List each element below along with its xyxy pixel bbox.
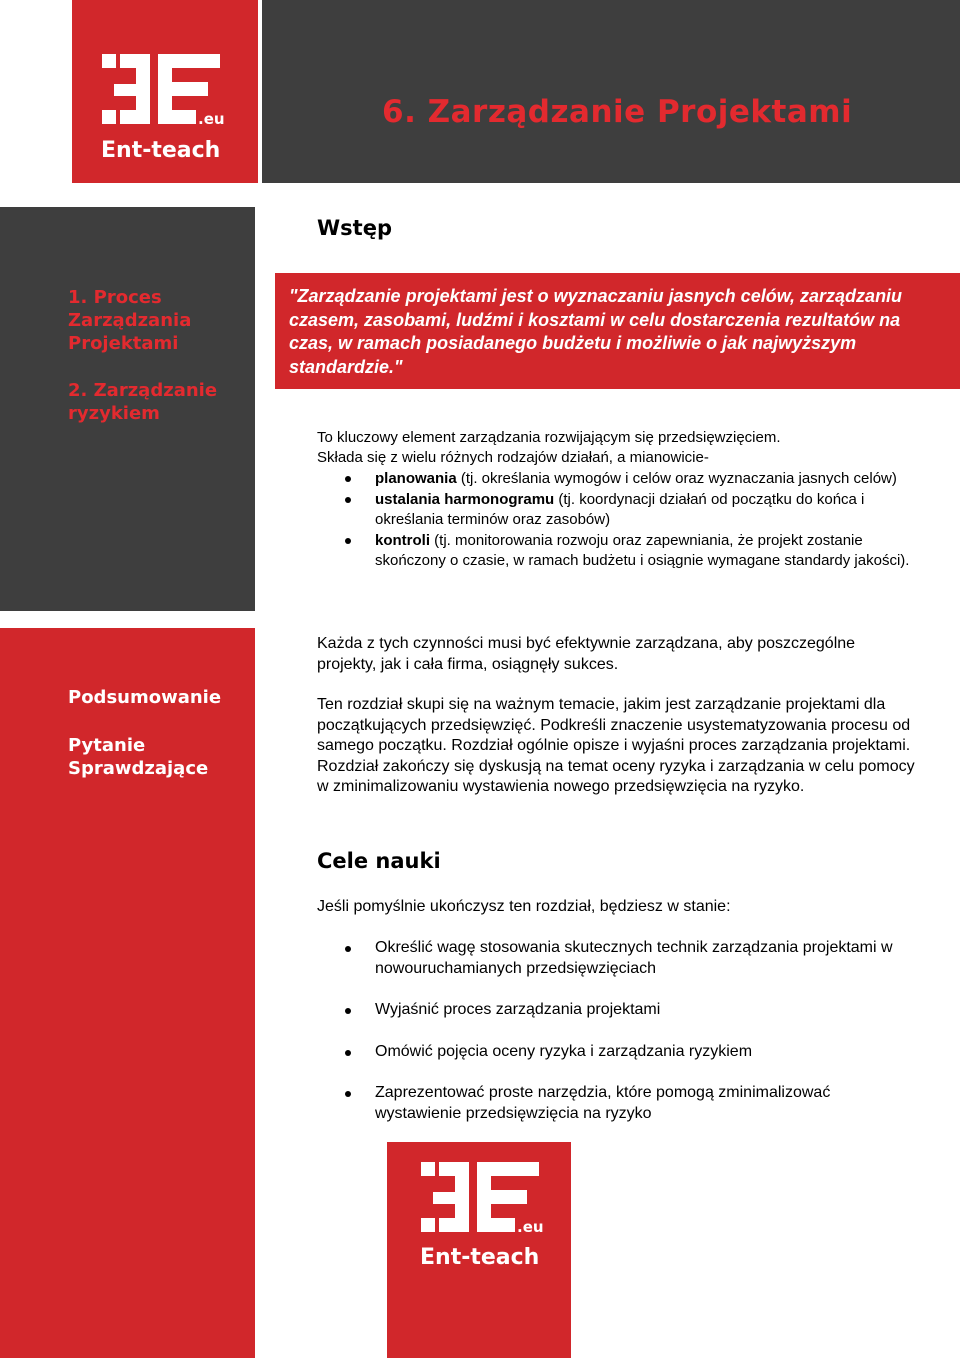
list-item: Omówić pojęcia oceny ryzyka i zarządzania ryzykiem: [317, 1042, 917, 1063]
header-bar: [262, 0, 960, 183]
logo-mark-icon: [387, 1142, 571, 1358]
list-item: Zaprezentować proste narzędzia, które pomogą zminimalizować wystawienie przedsięwzięcia na ryzyko: [317, 1083, 917, 1124]
quote-text: "Zarządzanie projektami jest o wyznaczaniu jasnych celów, zarządzaniu czasem, zasobami, ludźmi i kosztami w celu dostarczenia rezultatów na czas, w ramach posiadanego budżetu i możliwie o jak najwyższym standardzie.": [289, 286, 903, 377]
quote-box: [275, 273, 960, 389]
objectives-list: [317, 938, 917, 1124]
list-item: Wyjaśnić proces zarządzania projektami: [317, 1000, 917, 1021]
bullet-icon: [345, 1008, 351, 1014]
svg-text:.eu: .eu: [517, 1218, 544, 1236]
sidebar: [0, 207, 255, 611]
bullet-icon: [345, 476, 351, 482]
objectives-lead: Jeśli pomyślnie ukończysz ten rozdział, będziesz w stanie:: [317, 898, 731, 915]
intro-line-2: Składa się z wielu różnych rodzajów działań, a mianowicie-: [317, 449, 709, 466]
logo-mark-icon: [72, 0, 258, 183]
intro-paragraph-1: Każda z tych czynności musi być efektywnie zarządzana, aby poszczególne projekty, jak i cała firma, osiągnęły sukces.: [317, 635, 856, 673]
footer-logo: [387, 1142, 571, 1358]
objectives-heading: Cele nauki: [317, 849, 441, 873]
bullet-icon: [345, 1091, 351, 1097]
intro-line-1: To kluczowy element zarządzania rozwijającym się przedsięwzięciem.: [317, 429, 781, 446]
bullet-icon: [345, 1050, 351, 1056]
svg-text:Ent-teach: Ent-teach: [420, 1245, 540, 1270]
bullet-icon: [345, 497, 351, 503]
sidebar-item-project-process[interactable]: 1. Proces Zarządzania Projektami: [68, 287, 192, 354]
sidebar-item-risk-management[interactable]: 2. Zarządzanie ryzykiem: [68, 380, 218, 424]
sidebar-item-summary[interactable]: Podsumowanie: [68, 687, 222, 708]
sidebar-item-check-questions[interactable]: Pytanie Sprawdzające: [68, 735, 209, 779]
bullet-icon: [345, 538, 351, 544]
intro-paragraph-2: Ten rozdział skupi się na ważnym temacie, jakim jest zarządzanie projektami dla początkujących przedsięwzięć. Podkreśli znaczenie usystematyzowania procesu od samego początku. Rozdział ogólnie opisze i wyjaśni proces zarządzania projektami. Rozdział zakończy się dyskusją na temat oceny ryzyka i zarządzania w celu pomocy w zminimalizowaniu wystawienia nowego przedsięwzięcia na ryzyko.: [317, 696, 915, 795]
list-item: Określić wagę stosowania skutecznych technik zarządzania projektami w nowouruchamianych przedsięwzięciach: [317, 938, 917, 979]
activities-list: [317, 469, 917, 572]
list-item: kontroli (tj. monitorowania rozwoju oraz zapewniania, że projekt zostanie skończony o czasie, w ramach budżetu i osiągnie wymagane standardy jakości).: [317, 531, 917, 572]
list-item: ustalania harmonogramu (tj. koordynacji działań od początku do końca i określania terminów oraz zasobów): [317, 490, 917, 531]
sidebar-summary-panel: [0, 628, 255, 1358]
logo: [72, 0, 258, 183]
list-item: planowania (tj. określania wymogów i celów oraz wyznaczania jasnych celów): [317, 469, 917, 490]
page-title: 6. Zarządzanie Projektami: [382, 94, 853, 130]
intro-heading: Wstęp: [317, 216, 392, 240]
bullet-icon: [345, 946, 351, 952]
svg-text:Ent-teach: Ent-teach: [101, 138, 221, 163]
svg-text:.eu: .eu: [198, 110, 225, 128]
